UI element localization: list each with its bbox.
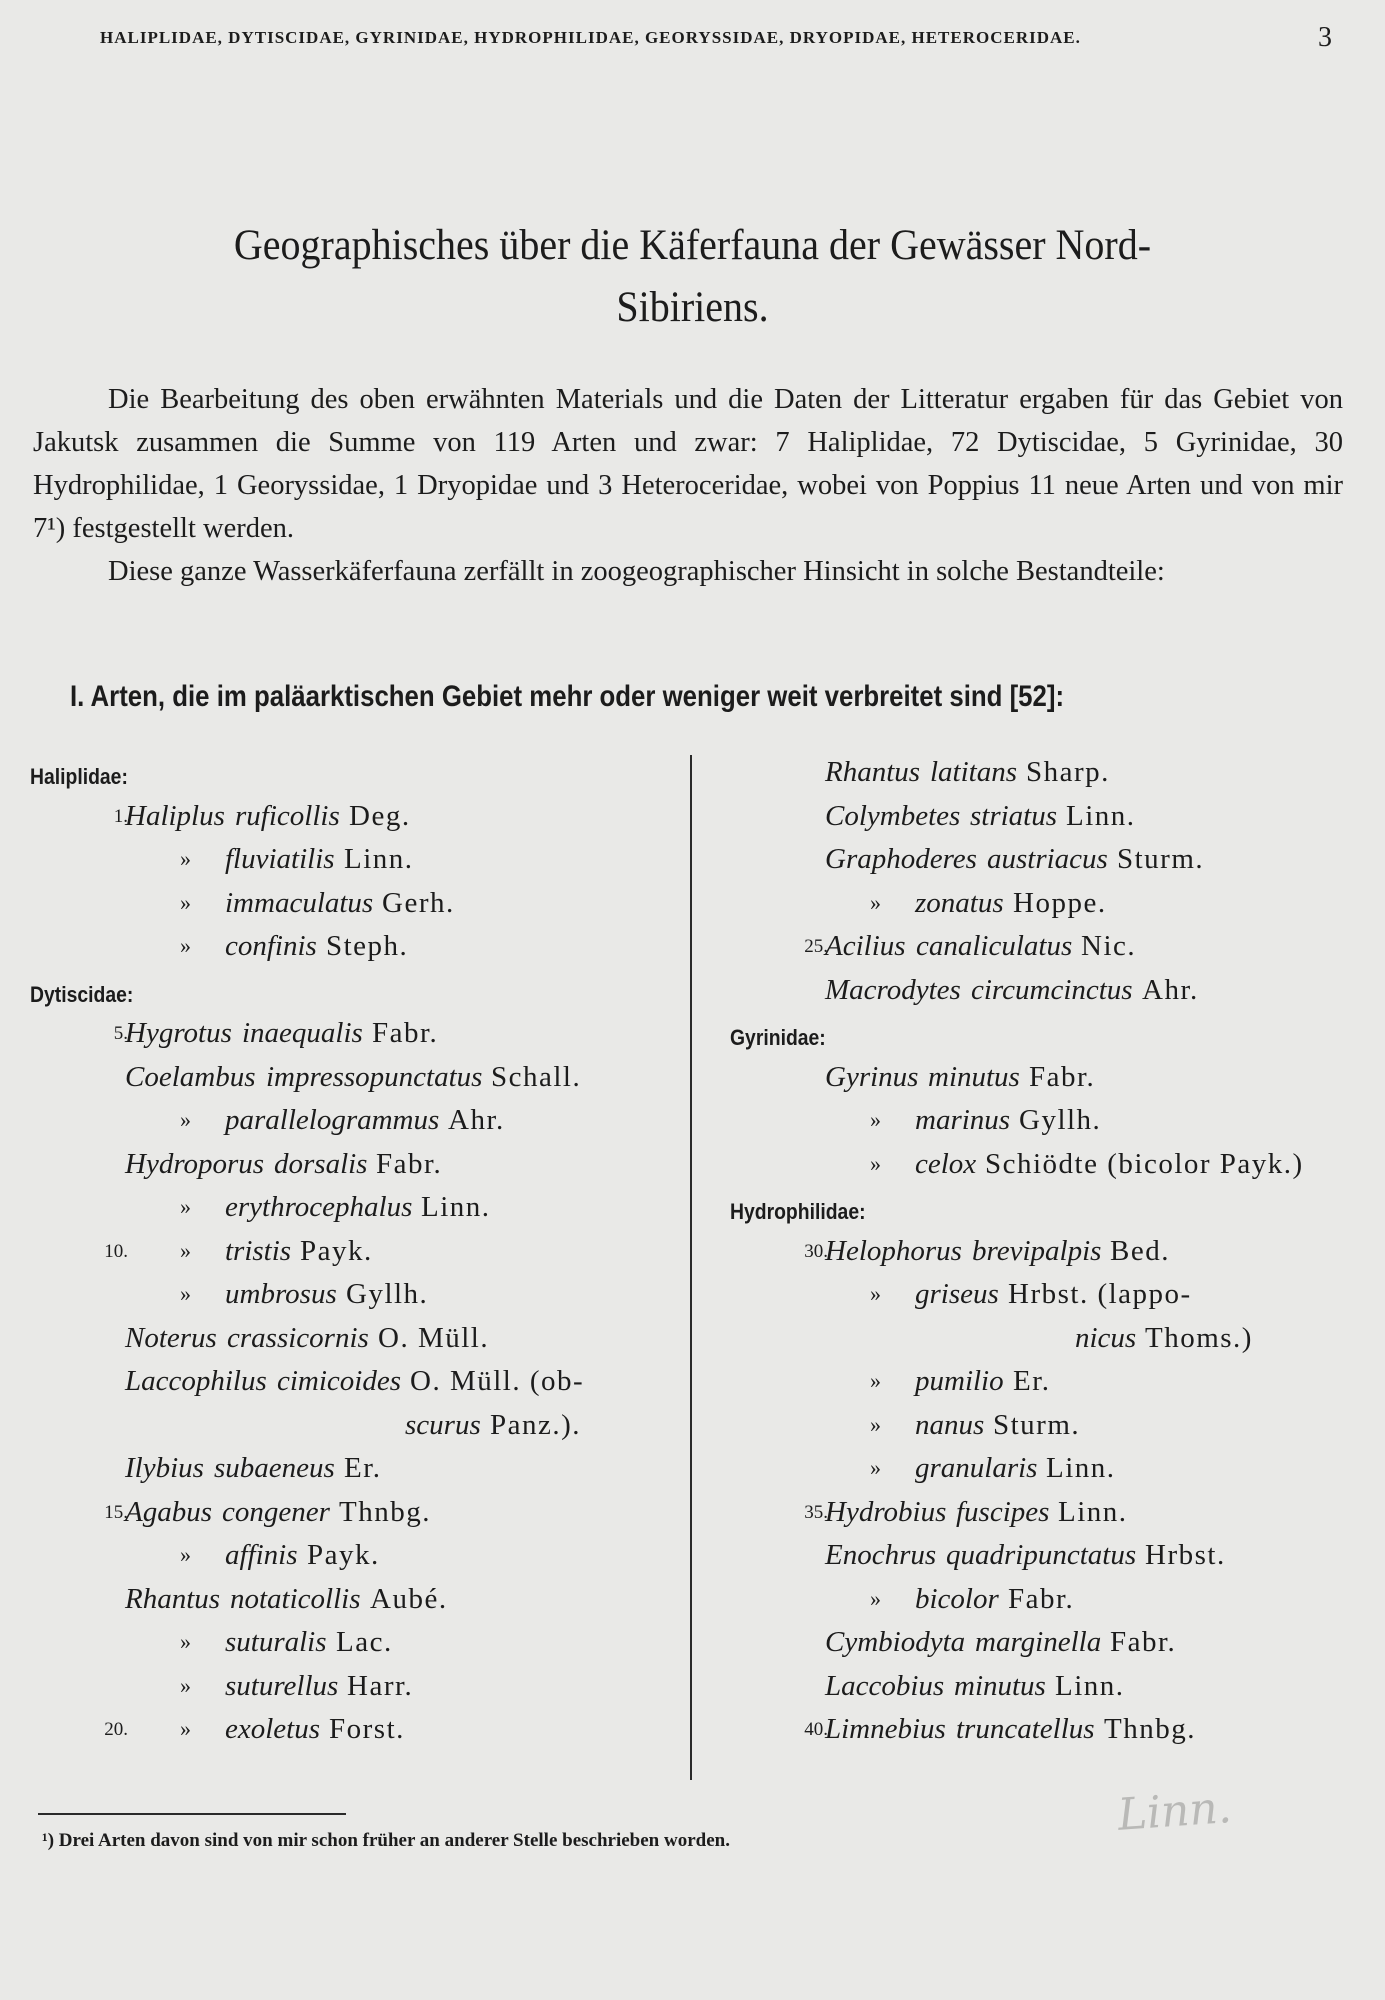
species-name: exoletus <box>225 1713 321 1745</box>
species-entry <box>30 1318 680 1362</box>
author-name: Er. <box>344 1452 382 1484</box>
ditto-mark: » <box>870 1585 881 1611</box>
author-name: Harr. <box>347 1669 414 1702</box>
author-name: Fabr. <box>1008 1582 1075 1615</box>
species-name: truncatellus <box>956 1713 1095 1745</box>
species-entry <box>730 1622 1370 1666</box>
species-name: latitans <box>930 756 1018 788</box>
author-name: Er. <box>1013 1365 1051 1397</box>
author-name: Lac. <box>336 1626 393 1658</box>
species-entry <box>30 1448 680 1492</box>
author-name: Gyllh. <box>1019 1104 1102 1136</box>
author-name: Linn. <box>344 843 414 875</box>
author-name: Linn. <box>1055 1669 1125 1702</box>
title-line-1: Geographisches über die Käferfauna der Gewässer Nord- <box>233 222 1152 269</box>
species-name: inaequalis <box>242 1017 363 1049</box>
entry-number: 40. <box>804 1719 828 1740</box>
author-name: Deg. <box>349 799 411 832</box>
author-name: Gerh. <box>382 886 455 919</box>
species-entry <box>730 1144 1370 1188</box>
ditto-mark: » <box>180 1629 191 1654</box>
species-name: nicus <box>1075 1321 1137 1354</box>
species-name: circumcinctus <box>971 973 1133 1006</box>
species-name: affinis <box>225 1539 298 1571</box>
author-name: Forst. <box>329 1713 405 1745</box>
page-title <box>104 215 1280 339</box>
genus-name: Hydrobius <box>825 1495 947 1528</box>
genus-name: Laccobius <box>825 1669 945 1702</box>
genus-name: Coelambus <box>125 1060 256 1093</box>
author-name: O. Müll. <box>378 1321 490 1354</box>
ditto-mark: » <box>180 1672 191 1698</box>
species-name: minutus <box>954 1669 1046 1702</box>
entry-number: 25. <box>804 936 828 957</box>
ditto-mark: » <box>870 1107 881 1132</box>
species-entry <box>30 883 680 927</box>
species-name: scurus <box>405 1408 481 1441</box>
author-name: Linn. <box>1066 799 1136 832</box>
species-name: pumilio <box>915 1365 1004 1397</box>
species-entry <box>730 1361 1370 1405</box>
ditto-mark: » <box>180 889 191 915</box>
species-name: immaculatus <box>225 886 374 919</box>
species-name: parallelogrammus <box>225 1104 440 1136</box>
species-entry <box>30 1274 680 1318</box>
running-head: HALIPLIDAE, DYTISCIDAE, GYRINIDAE, HYDROPHILIDAE, GEORYSSIDAE, DRYOPIDAE, HETEROCERIDAE. <box>100 28 1081 47</box>
species-name: striatus <box>970 799 1058 832</box>
ditto-mark: » <box>180 846 191 871</box>
species-name: marginella <box>975 1626 1102 1658</box>
species-name: granularis <box>915 1452 1038 1484</box>
species-entry <box>730 970 1370 1014</box>
species-name: umbrosus <box>225 1278 337 1310</box>
genus-name: Ilybius <box>125 1452 204 1484</box>
author-name: Gyllh. <box>346 1278 429 1310</box>
species-name: dorsalis <box>274 1147 368 1180</box>
author-name: Thoms.) <box>1145 1321 1253 1354</box>
entry-number: 1. <box>113 805 128 827</box>
entry-number: 10. <box>104 1240 128 1262</box>
species-name: congener <box>222 1495 330 1528</box>
ditto-mark: » <box>870 1368 881 1393</box>
author-name: Hoppe. <box>1013 886 1107 919</box>
intro-paragraph-2: Diese ganze Wasserkäferfauna zerfällt in zoogeographischer Hinsicht in solche Bestandteile: <box>108 556 1165 587</box>
species-list-right <box>730 752 1370 1753</box>
species-entry <box>730 752 1370 796</box>
footnote-rule <box>38 1813 346 1815</box>
species-entry <box>30 926 680 970</box>
author-name: Panz.). <box>490 1408 582 1441</box>
author-name: Hrbst. (lappo- <box>1008 1278 1192 1310</box>
author-name: Aubé. <box>370 1582 448 1615</box>
author-name: Schiödte (bicolor Payk.) <box>985 1147 1304 1180</box>
handwritten-note <box>1115 1775 1265 1855</box>
genus-name: Hygrotus <box>125 1017 232 1049</box>
species-name: marinus <box>915 1104 1011 1136</box>
family-heading <box>730 1013 1370 1057</box>
ditto-mark: » <box>870 1455 881 1480</box>
author-name: Fabr. <box>376 1147 443 1180</box>
species-entry <box>30 1622 680 1666</box>
author-name: Fabr. <box>1110 1626 1177 1658</box>
species-name: cimicoides <box>277 1365 402 1397</box>
author-name: Sturm. <box>993 1408 1081 1441</box>
species-entry <box>730 1666 1370 1710</box>
species-name: tristis <box>225 1234 292 1267</box>
species-entry <box>30 1231 680 1275</box>
ditto-mark: » <box>180 1716 191 1741</box>
genus-name: Rhantus <box>125 1582 221 1615</box>
species-name: confinis <box>225 930 317 962</box>
author-name: Schall. <box>491 1060 582 1093</box>
ditto-mark: » <box>180 1194 191 1219</box>
species-name: suturalis <box>225 1626 327 1658</box>
species-entry <box>730 1100 1370 1144</box>
author-name: Hrbst. <box>1145 1539 1226 1571</box>
ditto-mark: » <box>180 1237 191 1263</box>
title-line-2: Sibiriens. <box>616 284 769 331</box>
species-name: ruficollis <box>235 799 340 832</box>
species-entry <box>30 796 680 840</box>
species-entry <box>730 1274 1370 1318</box>
author-name: Linn. <box>421 1191 491 1223</box>
author-name: Fabr. <box>1029 1060 1096 1093</box>
species-list-left <box>30 752 680 1753</box>
family-name: Hydrophilidae: <box>730 1199 866 1224</box>
species-entry <box>30 1100 680 1144</box>
section-heading: I. Arten, die im paläarktischen Gebiet mehr oder weniger weit verbreitet sind [52]: <box>70 680 1065 713</box>
intro-text <box>33 378 1343 593</box>
author-name: Sharp. <box>1026 756 1110 788</box>
author-name: Fabr. <box>372 1017 439 1049</box>
species-entry <box>30 1057 680 1101</box>
genus-name: Enochrus <box>825 1539 937 1571</box>
genus-name: Noterus <box>125 1321 217 1354</box>
species-entry <box>730 839 1370 883</box>
family-name: Dytiscidae: <box>30 981 134 1007</box>
species-entry <box>730 926 1370 970</box>
family-name: Haliplidae: <box>30 764 128 789</box>
author-name: O. Müll. (ob- <box>410 1365 585 1397</box>
author-name: Payk. <box>307 1539 380 1571</box>
author-name: Thnbg. <box>1104 1713 1196 1745</box>
page-number: 3 <box>1318 22 1332 53</box>
author-name: Ahr. <box>1142 973 1199 1006</box>
species-name: suturellus <box>225 1669 339 1702</box>
species-entry <box>730 1579 1370 1623</box>
author-name: Linn. <box>1046 1452 1116 1484</box>
species-entry <box>730 1448 1370 1492</box>
species-name: crassicornis <box>227 1321 369 1354</box>
genus-name: Helophorus <box>825 1234 962 1267</box>
entry-number: 15. <box>104 1501 128 1523</box>
author-name: Payk. <box>300 1234 373 1267</box>
family-heading <box>30 752 680 796</box>
genus-name: Colymbetes <box>825 799 961 832</box>
ditto-mark: » <box>180 1107 191 1132</box>
genus-name: Acilius <box>825 930 906 962</box>
genus-name: Hydroporus <box>125 1147 265 1180</box>
species-entry <box>730 796 1370 840</box>
species-name: nanus <box>915 1408 985 1441</box>
species-name: fluviatilis <box>225 843 335 875</box>
species-entry <box>30 1535 680 1579</box>
species-entry <box>730 1318 1370 1362</box>
genus-name: Haliplus <box>125 799 225 832</box>
genus-name: Gyrinus <box>825 1060 919 1093</box>
species-entry <box>30 1361 680 1405</box>
author-name: Ahr. <box>448 1104 505 1136</box>
species-name: quadripunctatus <box>946 1539 1137 1571</box>
entry-number: 35. <box>804 1501 828 1523</box>
species-name: celox <box>915 1147 977 1180</box>
species-name: bicolor <box>915 1582 999 1615</box>
species-entry <box>30 839 680 883</box>
ditto-mark: » <box>870 1150 881 1176</box>
genus-name: Cymbiodyta <box>825 1626 966 1658</box>
species-name: notaticollis <box>230 1582 361 1615</box>
author-name: Sturm. <box>1117 843 1205 875</box>
handwritten-note-text: Linn. <box>1116 1782 1234 1841</box>
ditto-mark: » <box>180 1281 191 1306</box>
species-entry <box>30 1013 680 1057</box>
entry-number: 30. <box>804 1240 828 1262</box>
family-heading <box>30 970 680 1014</box>
species-entry <box>30 1666 680 1710</box>
family-name: Gyrinidae: <box>730 1025 826 1050</box>
ditto-mark: » <box>870 1281 881 1306</box>
author-name: Thnbg. <box>339 1495 431 1528</box>
ditto-mark: » <box>870 1411 881 1437</box>
author-name: Steph. <box>326 930 409 962</box>
species-name: subaeneus <box>214 1452 335 1484</box>
species-name: zonatus <box>915 886 1004 919</box>
species-name: erythrocephalus <box>225 1191 413 1223</box>
species-entry <box>30 1405 680 1449</box>
species-name: brevipalpis <box>972 1234 1102 1267</box>
ditto-mark: » <box>180 1542 191 1567</box>
species-entry <box>30 1144 680 1188</box>
species-entry <box>730 1709 1370 1753</box>
species-name: griseus <box>915 1278 999 1310</box>
author-name: Linn. <box>1058 1495 1128 1528</box>
species-name: canaliculatus <box>916 930 1073 962</box>
genus-name: Limnebius <box>825 1713 946 1745</box>
entry-number: 5. <box>113 1023 128 1044</box>
family-heading <box>730 1187 1370 1231</box>
species-entry <box>30 1579 680 1623</box>
intro-paragraph-1: Die Bearbeitung des oben erwähnten Materials und die Daten der Litteratur ergaben für das Gebiet von Jakutsk zusammen die Summe von 119 Arten und zwar: 7 Haliplidae, 72 Dytiscidae, 5 Gyrinidae, 30 Hydrophilidae, 1 Georyssidae, 1 Dryopidae und 3 Heteroceridae, wobei von Poppius 11 neue Arten und von mir 7¹) festgestellt werden. <box>33 384 1343 544</box>
entry-number: 20. <box>104 1719 128 1740</box>
species-entry <box>730 1057 1370 1101</box>
genus-name: Macrodytes <box>825 973 961 1006</box>
genus-name: Graphoderes <box>825 843 977 875</box>
species-entry <box>30 1709 680 1753</box>
ditto-mark: » <box>180 933 191 958</box>
ditto-mark: » <box>870 889 881 915</box>
species-entry <box>730 1405 1370 1449</box>
species-name: austriacus <box>987 843 1108 875</box>
genus-name: Agabus <box>125 1495 212 1528</box>
species-entry <box>30 1492 680 1536</box>
species-entry <box>730 1535 1370 1579</box>
genus-name: Rhantus <box>825 756 921 788</box>
author-name: Bed. <box>1110 1234 1170 1267</box>
species-entry <box>730 883 1370 927</box>
column-divider <box>690 755 692 1780</box>
species-name: fuscipes <box>956 1495 1050 1528</box>
species-entry <box>30 1187 680 1231</box>
author-name: Nic. <box>1081 930 1137 962</box>
footnote: ¹) Drei Arten davon sind von mir schon früher an anderer Stelle beschrieben worden. <box>42 1830 730 1851</box>
species-entry <box>730 1231 1370 1275</box>
species-name: minutus <box>928 1060 1020 1093</box>
species-name: impressopunctatus <box>266 1060 483 1093</box>
genus-name: Laccophilus <box>125 1365 267 1397</box>
species-entry <box>730 1492 1370 1536</box>
